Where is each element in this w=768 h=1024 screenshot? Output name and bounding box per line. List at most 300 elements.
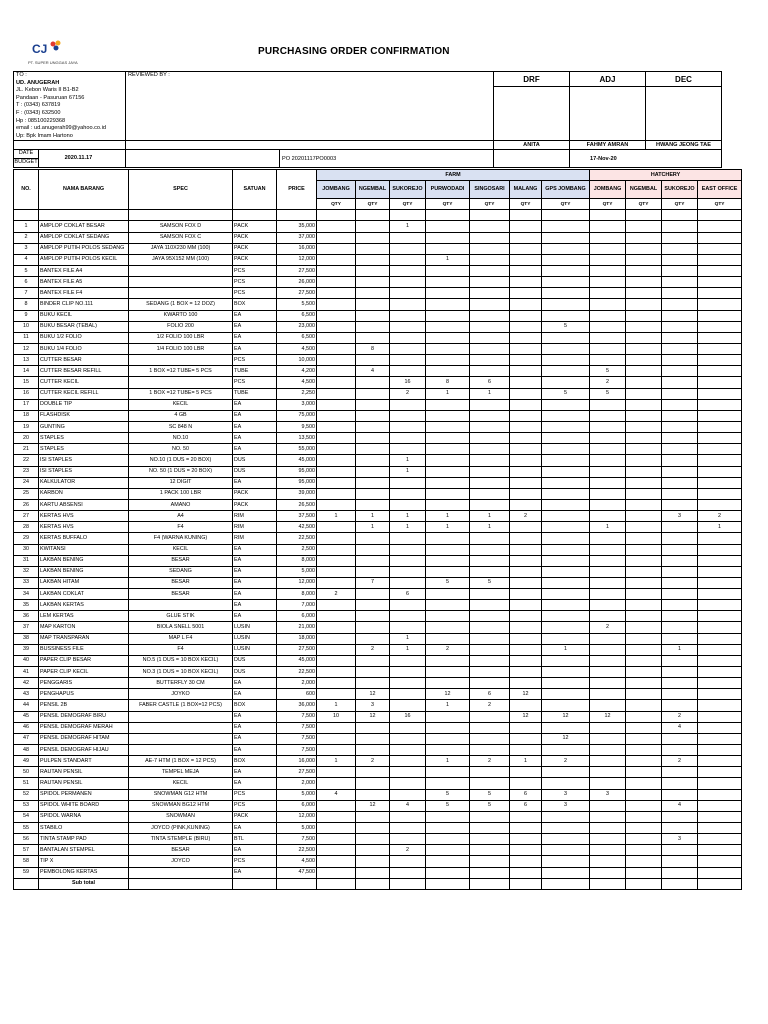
item-unit: EA [233, 544, 277, 555]
table-row [14, 355, 742, 366]
item-qty: 3 [542, 800, 590, 811]
item-qty: 1 [390, 511, 426, 522]
item-no: 55 [14, 823, 39, 834]
item-qty: 5 [470, 789, 510, 800]
item-name: PAPER CLIP BESAR [39, 655, 129, 666]
item-price: 12,000 [277, 254, 317, 265]
item-qty [626, 689, 662, 700]
item-no: 49 [14, 756, 39, 767]
item-qty [542, 589, 590, 600]
col-hatchery-site: SUKOREJO [662, 181, 698, 199]
item-qty [510, 611, 542, 622]
item-qty [590, 433, 626, 444]
item-price: 7,500 [277, 711, 317, 722]
item-name: AMPLOP PUTIH POLOS KECIL [39, 254, 129, 265]
item-qty [426, 745, 470, 756]
item-qty [356, 310, 390, 321]
item-name: KARTU ABSENSI [39, 499, 129, 510]
item-qty: 5 [426, 800, 470, 811]
col-hatchery-site: EAST OFFICE [698, 181, 742, 199]
item-no: 51 [14, 778, 39, 789]
item-unit: EA [233, 745, 277, 756]
item-qty [626, 611, 662, 622]
table-row [14, 867, 742, 878]
item-qty [426, 232, 470, 243]
item-qty [426, 611, 470, 622]
item-qty [470, 265, 510, 276]
blank-row [14, 210, 742, 221]
item-qty [426, 265, 470, 276]
item-qty [390, 265, 426, 276]
item-name: PENGHAPUS [39, 689, 129, 700]
item-qty [662, 678, 698, 689]
item-qty [698, 366, 742, 377]
item-qty [510, 733, 542, 744]
col-farm-site: GPS JOMBANG [542, 181, 590, 199]
item-qty [390, 600, 426, 611]
item-unit: EA [233, 421, 277, 432]
item-unit: PACK [233, 499, 277, 510]
item-name: CUTTER KECIL REFILL [39, 388, 129, 399]
item-qty [510, 845, 542, 856]
item-qty: 12 [356, 800, 390, 811]
item-qty [317, 310, 356, 321]
item-qty [470, 410, 510, 421]
item-qty [542, 444, 590, 455]
item-qty [470, 622, 510, 633]
item-qty [698, 343, 742, 354]
item-qty [356, 544, 390, 555]
item-price: 12,000 [277, 811, 317, 822]
item-qty [470, 655, 510, 666]
item-qty: 3 [356, 700, 390, 711]
item-qty [317, 856, 356, 867]
item-qty [662, 845, 698, 856]
item-qty [698, 355, 742, 366]
item-qty: 1 [662, 644, 698, 655]
item-qty [698, 243, 742, 254]
item-qty [356, 388, 390, 399]
item-spec: BESAR [129, 845, 233, 856]
col-farm-site: JOMBANG [317, 181, 356, 199]
item-qty [317, 265, 356, 276]
item-name: KERTAS BUFFALO [39, 533, 129, 544]
item-qty [542, 689, 590, 700]
item-no: 40 [14, 655, 39, 666]
signature-box [570, 87, 646, 141]
item-qty: 4 [662, 800, 698, 811]
item-price: 6,000 [277, 800, 317, 811]
item-spec: FABER CASTLE (1 BOX=12 PCS) [129, 700, 233, 711]
item-qty [317, 410, 356, 421]
item-qty: 1 [590, 522, 626, 533]
item-spec: JOYCO (PINK,KUNING) [129, 823, 233, 834]
item-qty [470, 221, 510, 232]
col-hatchery-site: JOMBANG [590, 181, 626, 199]
item-qty [510, 288, 542, 299]
item-qty: 2 [590, 622, 626, 633]
item-name: BANTALAN STEMPEL [39, 845, 129, 856]
item-qty: 3 [542, 789, 590, 800]
item-qty [542, 410, 590, 421]
item-qty [390, 232, 426, 243]
document-title: PURCHASING ORDER CONFIRMATION [258, 46, 450, 57]
item-qty [698, 789, 742, 800]
item-qty [590, 611, 626, 622]
item-price: 45,000 [277, 655, 317, 666]
item-qty [317, 811, 356, 822]
item-qty [356, 811, 390, 822]
table-row [14, 711, 742, 722]
item-qty [542, 678, 590, 689]
blank-cell [698, 210, 742, 221]
item-qty [510, 366, 542, 377]
item-spec: KWARTO 100 [129, 310, 233, 321]
item-qty [356, 533, 390, 544]
item-qty [698, 733, 742, 744]
item-qty [590, 243, 626, 254]
item-qty [470, 678, 510, 689]
item-qty [390, 689, 426, 700]
item-qty: 2 [356, 644, 390, 655]
item-qty [510, 767, 542, 778]
item-unit: PCS [233, 800, 277, 811]
item-qty [470, 667, 510, 678]
item-qty: 1 [698, 522, 742, 533]
item-qty [426, 410, 470, 421]
item-qty [510, 655, 542, 666]
item-spec: SEDANG (1 BOX = 12 DOZ) [129, 299, 233, 310]
item-spec: SEDANG [129, 566, 233, 577]
item-name: ISI STAPLES [39, 466, 129, 477]
item-name: PENGGARIS [39, 678, 129, 689]
item-qty: 6 [510, 800, 542, 811]
item-no: 15 [14, 377, 39, 388]
blank-cell [470, 878, 510, 889]
item-qty: 1 [390, 633, 426, 644]
item-name: BINDER CLIP NO.111 [39, 299, 129, 310]
item-price: 22,500 [277, 845, 317, 856]
item-qty [590, 355, 626, 366]
col-qty-label: QTY [317, 199, 356, 210]
recipient-line: Hp : 085100229368 [16, 117, 66, 124]
item-qty [426, 355, 470, 366]
item-qty [626, 800, 662, 811]
item-qty [426, 533, 470, 544]
item-name: TIP X [39, 856, 129, 867]
blank-cell [356, 210, 390, 221]
item-qty [590, 577, 626, 588]
item-qty [698, 533, 742, 544]
item-qty [426, 711, 470, 722]
item-qty [698, 856, 742, 867]
item-qty [356, 555, 390, 566]
item-qty [426, 811, 470, 822]
item-qty [426, 343, 470, 354]
item-qty [698, 778, 742, 789]
item-name: GUNTING [39, 421, 129, 432]
item-spec: 1/4 FOLIO 100 LBR [129, 343, 233, 354]
item-qty [426, 823, 470, 834]
item-qty [426, 600, 470, 611]
item-spec: AE-7 HTM (1 BOX = 12 PCS) [129, 756, 233, 767]
item-qty [590, 277, 626, 288]
item-qty [626, 644, 662, 655]
recipient-line: email : ud.anugerah99@yahoo.co.id [16, 125, 106, 132]
item-price: 23,000 [277, 321, 317, 332]
item-qty [426, 499, 470, 510]
item-qty [510, 722, 542, 733]
item-price: 5,000 [277, 566, 317, 577]
item-qty [470, 288, 510, 299]
item-qty [626, 221, 662, 232]
table-row [14, 232, 742, 243]
item-qty [510, 533, 542, 544]
item-qty [510, 633, 542, 644]
item-name: DOUBLE TIP [39, 399, 129, 410]
item-qty [470, 533, 510, 544]
table-row [14, 767, 742, 778]
item-qty [510, 377, 542, 388]
item-spec: F4 [129, 522, 233, 533]
item-qty [626, 577, 662, 588]
item-price: 26,000 [277, 277, 317, 288]
item-price: 2,000 [277, 778, 317, 789]
item-price: 39,000 [277, 488, 317, 499]
table-row [14, 477, 742, 488]
item-qty [510, 555, 542, 566]
item-qty [470, 254, 510, 265]
item-no: 58 [14, 856, 39, 867]
item-price: 9,500 [277, 421, 317, 432]
col-hatchery-site: NGEMBAL [626, 181, 662, 199]
item-qty: 1 [426, 522, 470, 533]
item-unit: PCS [233, 288, 277, 299]
item-qty [698, 455, 742, 466]
item-qty [356, 477, 390, 488]
item-qty [590, 778, 626, 789]
item-spec: KECIL [129, 399, 233, 410]
item-qty [470, 767, 510, 778]
item-spec: NO.10 (1 DUS = 20 BOX) [129, 455, 233, 466]
item-qty [356, 455, 390, 466]
item-qty [510, 399, 542, 410]
item-qty [510, 455, 542, 466]
item-qty [662, 366, 698, 377]
item-qty [698, 611, 742, 622]
item-unit: EA [233, 577, 277, 588]
item-qty [356, 254, 390, 265]
item-qty [510, 577, 542, 588]
item-price: 75,000 [277, 410, 317, 421]
item-unit: PACK [233, 488, 277, 499]
item-qty [698, 421, 742, 432]
item-name: BANTEX FILE A4 [39, 265, 129, 276]
item-qty [470, 867, 510, 878]
item-qty [626, 499, 662, 510]
col-qty-label: QTY [356, 199, 390, 210]
item-qty [626, 254, 662, 265]
item-name: SPIDOL WHITE BOARD [39, 800, 129, 811]
item-qty [510, 254, 542, 265]
table-row [14, 756, 742, 767]
item-qty [662, 544, 698, 555]
item-qty [590, 533, 626, 544]
table-row [14, 811, 742, 822]
item-qty [626, 667, 662, 678]
item-qty [356, 488, 390, 499]
item-qty [390, 410, 426, 421]
item-qty [542, 288, 590, 299]
item-price: 5,000 [277, 823, 317, 834]
item-qty [426, 722, 470, 733]
item-qty [426, 477, 470, 488]
item-qty [390, 767, 426, 778]
item-qty [390, 778, 426, 789]
item-qty [510, 466, 542, 477]
col-qty-label: QTY [510, 199, 542, 210]
item-qty [590, 254, 626, 265]
table-row [14, 221, 742, 232]
item-qty [356, 243, 390, 254]
blank-cell [698, 878, 742, 889]
item-qty: 2 [698, 511, 742, 522]
recipient-line: F : (0343) 632500 [16, 109, 61, 116]
item-qty [317, 611, 356, 622]
item-qty: 6 [510, 789, 542, 800]
item-qty [590, 555, 626, 566]
item-qty [590, 756, 626, 767]
item-qty [510, 488, 542, 499]
item-qty [317, 399, 356, 410]
item-qty [390, 811, 426, 822]
item-qty: 16 [390, 377, 426, 388]
item-spec: NO. 50 (1 DUS = 20 BOX) [129, 466, 233, 477]
item-qty [470, 600, 510, 611]
item-qty [510, 589, 542, 600]
item-qty [510, 667, 542, 678]
item-price: 16,000 [277, 243, 317, 254]
table-row [14, 834, 742, 845]
item-qty [426, 856, 470, 867]
item-unit: EA [233, 332, 277, 343]
table-row [14, 377, 742, 388]
item-no: 35 [14, 600, 39, 611]
po-header-table [13, 71, 722, 168]
item-qty [626, 366, 662, 377]
item-qty [662, 622, 698, 633]
table-row [14, 633, 742, 644]
item-name: SPIDOL PERMANEN [39, 789, 129, 800]
item-unit: DUS [233, 455, 277, 466]
item-qty [426, 299, 470, 310]
item-qty [698, 277, 742, 288]
item-qty [590, 511, 626, 522]
item-spec: MAP L F4 [129, 633, 233, 644]
item-spec: 1/2 FOLIO 100 LBR [129, 332, 233, 343]
item-qty [426, 622, 470, 633]
item-qty [698, 689, 742, 700]
item-name: BUKU KECIL [39, 310, 129, 321]
item-no: 5 [14, 265, 39, 276]
col-qty-label: QTY [698, 199, 742, 210]
item-qty [510, 566, 542, 577]
item-qty [470, 444, 510, 455]
item-qty [426, 566, 470, 577]
table-row [14, 655, 742, 666]
item-qty [542, 355, 590, 366]
item-qty: 12 [542, 711, 590, 722]
item-qty [426, 310, 470, 321]
item-qty: 8 [356, 343, 390, 354]
item-qty [426, 555, 470, 566]
item-qty [662, 823, 698, 834]
item-no: 7 [14, 288, 39, 299]
item-price: 3,000 [277, 399, 317, 410]
table-row [14, 577, 742, 588]
item-qty [317, 678, 356, 689]
item-qty [590, 589, 626, 600]
item-no: 33 [14, 577, 39, 588]
col-price: PRICE [277, 170, 317, 210]
item-no: 28 [14, 522, 39, 533]
item-qty [626, 555, 662, 566]
item-qty: 12 [542, 733, 590, 744]
item-qty [626, 332, 662, 343]
item-qty [698, 477, 742, 488]
item-no: 47 [14, 733, 39, 744]
recipient-line: T : (0343) 637819 [16, 102, 61, 109]
item-no: 1 [14, 221, 39, 232]
item-qty [662, 221, 698, 232]
approver-name: ANITA [494, 141, 570, 150]
col-qty-label: QTY [390, 199, 426, 210]
item-qty [542, 633, 590, 644]
item-no: 45 [14, 711, 39, 722]
item-qty [542, 399, 590, 410]
item-qty [356, 499, 390, 510]
logo-subtitle: PT. SUPER UNGGAS JAYA [28, 60, 78, 65]
item-qty [626, 355, 662, 366]
table-row [14, 321, 742, 332]
item-spec: TEMPEL MEJA [129, 767, 233, 778]
table-row [14, 622, 742, 633]
col-unit: SATUAN [233, 170, 277, 210]
item-spec: BUTTERFLY 30 CM [129, 678, 233, 689]
item-unit: EA [233, 722, 277, 733]
item-qty [698, 834, 742, 845]
item-qty [662, 421, 698, 432]
item-name: BUKU BESAR (TEBAL) [39, 321, 129, 332]
item-qty [542, 767, 590, 778]
item-qty [390, 566, 426, 577]
item-spec: NO.5 (1 DUS = 10 BOX KECIL) [129, 655, 233, 666]
item-qty [542, 455, 590, 466]
item-qty: 4 [390, 800, 426, 811]
item-price: 6,500 [277, 332, 317, 343]
item-qty [626, 232, 662, 243]
item-qty [390, 823, 426, 834]
recipient-line: UD. ANUGERAH [16, 79, 60, 86]
item-qty [356, 288, 390, 299]
item-qty [626, 444, 662, 455]
item-qty [390, 332, 426, 343]
table-row [14, 444, 742, 455]
item-qty [317, 622, 356, 633]
item-qty [698, 811, 742, 822]
item-qty [390, 399, 426, 410]
item-qty [542, 377, 590, 388]
